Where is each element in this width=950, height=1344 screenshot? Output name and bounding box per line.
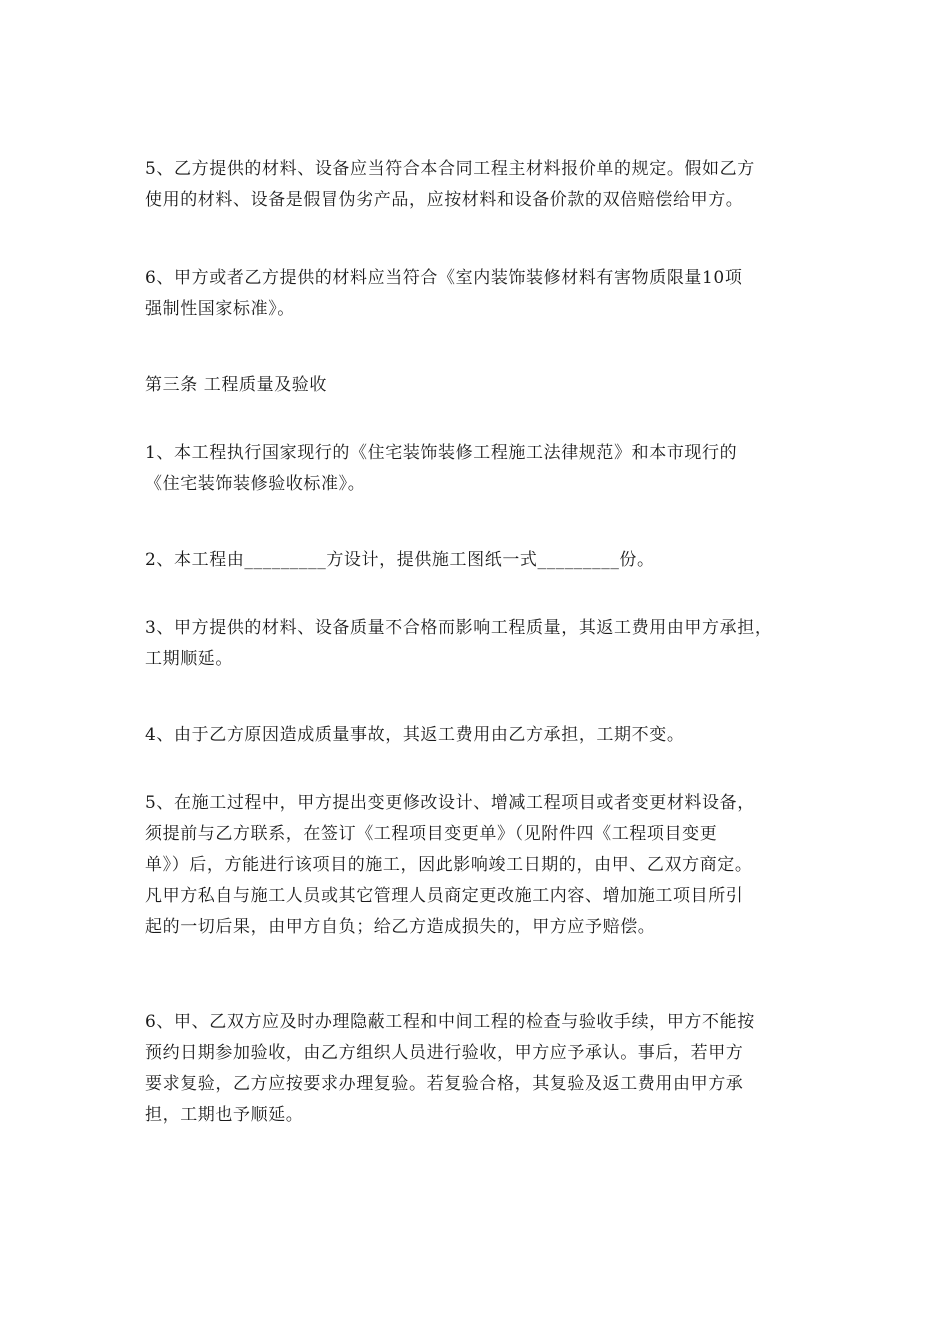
paragraph-quality-6: [145, 1007, 825, 1131]
text-line: 要求复验，乙方应按要求办理复验。若复验合格，其复验及返工费用由甲方承: [145, 1074, 744, 1094]
text-line: 5、乙方提供的材料、设备应当符合本合同工程主材料报价单的规定。假如乙方: [145, 159, 755, 179]
text-line: 担，工期也予顺延。: [145, 1105, 304, 1125]
text-line: 单》）后，方能进行该项目的施工，因此影响竣工日期的，由甲、乙双方商定。: [145, 855, 753, 875]
paragraph-quality-5: [145, 788, 825, 943]
text-line: 4、由于乙方原因造成质量事故，其返工费用由乙方承担，工期不变。: [145, 725, 685, 745]
text-line: 6、甲、乙双方应及时办理隐蔽工程和中间工程的检查与验收手续，甲方不能按: [145, 1012, 755, 1032]
paragraph-quality-2: [145, 545, 825, 576]
text-line: 1、本工程执行国家现行的《住宅装饰装修工程施工法律规范》和本市现行的: [145, 443, 738, 463]
paragraph-quality-3: [145, 613, 825, 675]
text-line: 使用的材料、设备是假冒伪劣产品，应按材料和设备价款的双倍赔偿给甲方。: [145, 190, 744, 210]
text-line: 起的一切后果，由甲方自负；给乙方造成损失的，甲方应予赔偿。: [145, 917, 656, 937]
text-line: 凡甲方私自与施工人员或其它管理人员商定更改施工内容、增加施工项目所引: [145, 886, 744, 906]
text-line: 3、甲方提供的材料、设备质量不合格而影响工程质量，其返工费用由甲方承担，: [145, 618, 773, 638]
paragraph-quality-4: [145, 720, 825, 751]
text-line: 须提前与乙方联系，在签订《工程项目变更单》（见附件四《工程项目变更: [145, 824, 718, 844]
paragraph-quality-1: [145, 438, 825, 500]
paragraph-materials-6: [145, 263, 825, 325]
text-line: 工期顺延。: [145, 649, 233, 669]
text-line: 强制性国家标准》。: [145, 299, 295, 319]
text-line: 预约日期参加验收，由乙方组织人员进行验收，甲方应予承认。事后，若甲方: [145, 1043, 744, 1063]
article-heading: [145, 370, 825, 401]
text-line: 5、在施工过程中，甲方提出变更修改设计、增减工程项目或者变更材料设备，: [145, 793, 755, 813]
text-line: 2、本工程由_________方设计，提供施工图纸一式_________份。: [145, 550, 655, 570]
text-line: 《住宅装饰装修验收标准》。: [145, 474, 366, 494]
heading-line: 第三条 工程质量及验收: [145, 375, 328, 395]
text-line: 6、甲方或者乙方提供的材料应当符合《室内装饰装修材料有害物质限量10项: [145, 268, 743, 288]
paragraph-materials-5: [145, 154, 825, 216]
